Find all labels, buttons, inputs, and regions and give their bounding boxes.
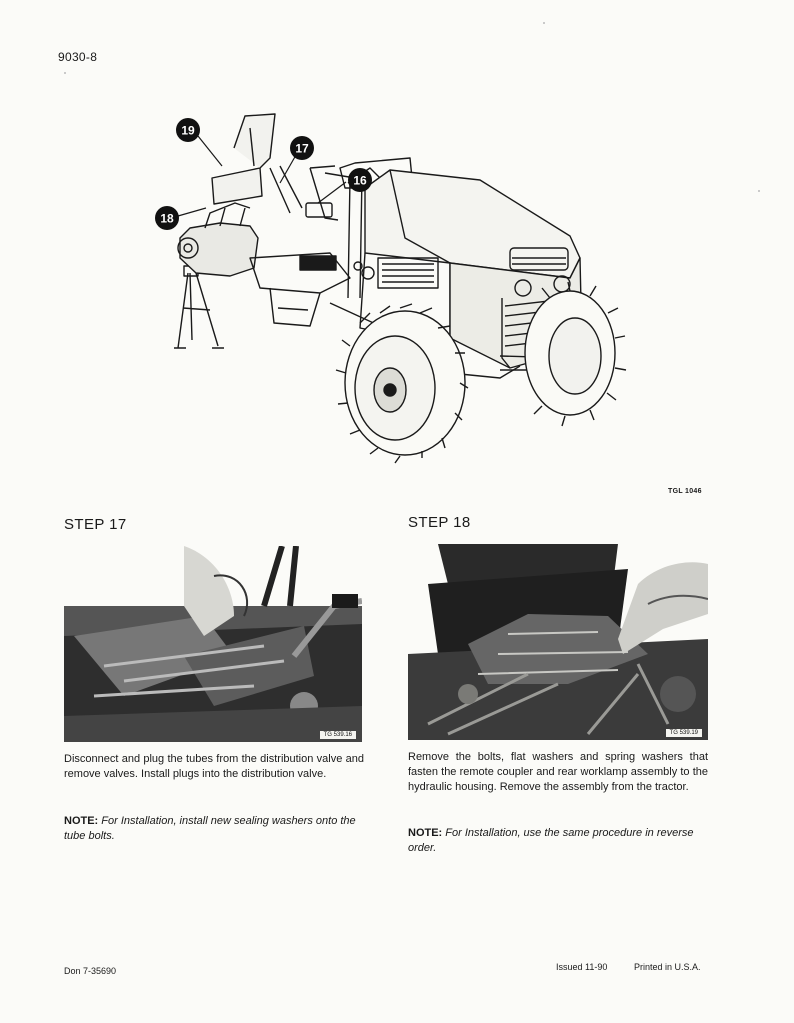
step-18-photo <box>408 544 708 740</box>
step-17-note-text: For Installation, install new sealing washers onto the tube bolts. <box>64 815 356 842</box>
scan-speck <box>758 190 760 192</box>
rear-wheel <box>336 304 468 463</box>
jack-stand <box>174 266 224 348</box>
step-17-body: Disconnect and plug the tubes from the distribution valve and remove valves. Install plugs into the distribution valve. <box>64 753 364 780</box>
step-18-photo-code: TG 539.19 <box>666 729 702 737</box>
step-18-note-text: For Installation, use the same procedure in reverse order. <box>408 827 694 854</box>
step-18-title: STEP 18 <box>408 514 471 531</box>
callout-17-badge <box>290 136 314 160</box>
callout-19-badge <box>176 118 200 142</box>
scan-speck <box>543 22 545 24</box>
step-17-photo <box>64 546 362 742</box>
callout-18-badge <box>155 206 179 230</box>
step-18-note <box>408 826 708 856</box>
step-17-title: STEP 17 <box>64 516 127 533</box>
callout-17: 17 <box>295 141 309 156</box>
step-18-body: Remove the bolts, flat washers and spring washers that fasten the remote coupler and rear worklamp assembly to the hydraulic housing. Remove the assembly from the tractor. <box>408 751 708 793</box>
callout-19: 19 <box>181 123 195 138</box>
page-number: 9030-8 <box>58 50 98 64</box>
printed-location: Printed in U.S.A. <box>634 962 701 972</box>
tractor-illustration <box>150 108 630 470</box>
step-17-note <box>64 814 364 844</box>
step-17-note-label: NOTE: <box>64 815 99 827</box>
issued-date: Issued 11-90 <box>556 962 608 972</box>
step-17-photo-code: TG 539.16 <box>320 731 356 739</box>
callout-16-badge <box>348 168 372 192</box>
callout-18: 18 <box>160 211 174 226</box>
scan-speck <box>64 72 66 74</box>
figure-code: TGL 1046 <box>668 488 702 495</box>
callout-16: 16 <box>353 173 367 188</box>
step-18-note-label: NOTE: <box>408 827 443 839</box>
document-number: Don 7-35690 <box>64 966 117 976</box>
